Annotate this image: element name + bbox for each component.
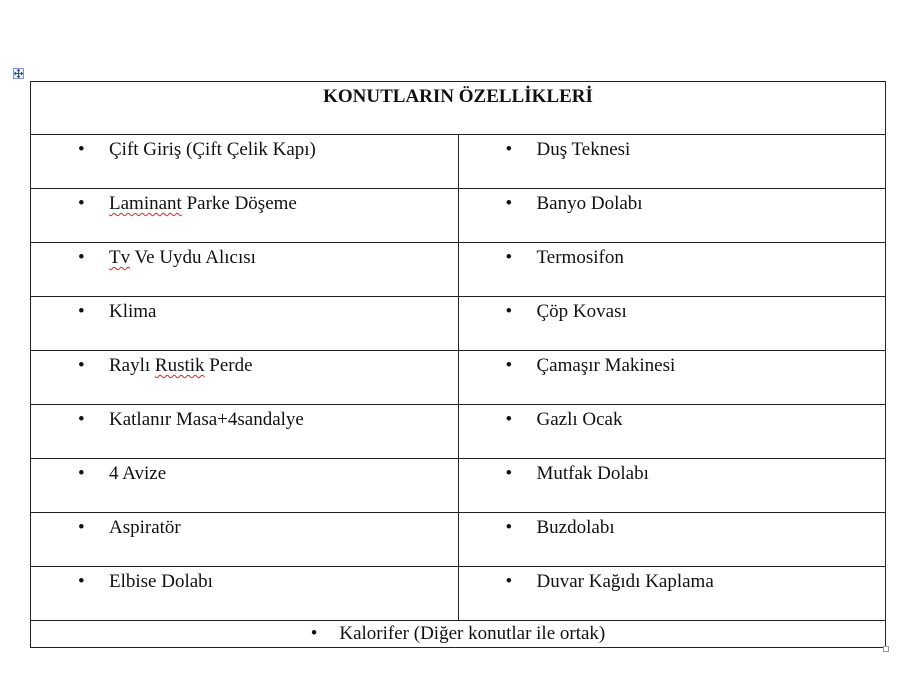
bullet-icon: • — [78, 517, 85, 538]
table-cell-right[interactable] — [458, 243, 886, 297]
table-resize-handle[interactable] — [883, 646, 889, 652]
bullet-icon: • — [78, 247, 85, 268]
features-table — [30, 81, 886, 648]
table-row — [31, 135, 886, 189]
bullet-icon: • — [78, 463, 85, 484]
table-cell-left[interactable] — [31, 459, 459, 513]
feature-label: Katlanır Masa+4sandalye — [109, 409, 304, 430]
table-cell-left[interactable] — [31, 135, 459, 189]
bullet-icon: • — [310, 623, 318, 644]
table-row — [31, 405, 886, 459]
feature-label: Aspiratör — [109, 517, 181, 538]
bullet-icon: • — [505, 571, 513, 592]
bullet-icon: • — [505, 301, 513, 322]
bullet-icon: • — [505, 463, 513, 484]
table-row — [31, 513, 886, 567]
table-cell-right[interactable] — [458, 513, 886, 567]
table-cell-right[interactable] — [458, 405, 886, 459]
table-cell-left[interactable] — [31, 189, 459, 243]
bullet-icon: • — [78, 301, 85, 322]
feature-label: Çift Giriş (Çift Çelik Kapı) — [109, 139, 316, 160]
spellcheck-flagged-word: Laminant — [109, 193, 182, 214]
title-row — [31, 82, 886, 135]
feature-label: Klima — [109, 301, 157, 322]
feature-label-suffix: Ve Uydu Alıcısı — [130, 247, 256, 268]
feature-label: Çamaşır Makinesi — [536, 355, 676, 376]
bullet-icon: • — [505, 409, 513, 430]
feature-label: Buzdolabı — [536, 517, 615, 538]
feature-label-suffix: Perde — [204, 355, 253, 376]
feature-label: Mutfak Dolabı — [536, 463, 649, 484]
feature-label: Çöp Kovası — [536, 301, 627, 322]
bullet-icon: • — [505, 247, 513, 268]
feature-label: Elbise Dolabı — [109, 571, 213, 592]
table-cell-left[interactable] — [31, 297, 459, 351]
footer-cell[interactable] — [31, 621, 886, 648]
footer-row — [31, 621, 886, 648]
feature-label: Termosifon — [536, 247, 624, 268]
table-title: KONUTLARIN ÖZELLİKLERİ — [323, 86, 593, 107]
table-cell-left[interactable] — [31, 513, 459, 567]
table-cell-right[interactable] — [458, 459, 886, 513]
bullet-icon: • — [78, 571, 85, 592]
table-row — [31, 567, 886, 621]
table-row — [31, 297, 886, 351]
feature-label: Banyo Dolabı — [536, 193, 643, 214]
table-cell-left[interactable] — [31, 243, 459, 297]
feature-label-prefix: Raylı — [109, 355, 155, 376]
spellcheck-flagged-word: Rustik — [154, 355, 205, 376]
table-row — [31, 189, 886, 243]
table-cell-left[interactable] — [31, 567, 459, 621]
feature-label: Duvar Kağıdı Kaplama — [536, 571, 714, 592]
table-row — [31, 351, 886, 405]
table-cell-right[interactable] — [458, 189, 886, 243]
bullet-icon: • — [78, 193, 85, 214]
footer-label: Kalorifer (Diğer konutlar ile ortak) — [339, 623, 606, 644]
table-cell-left[interactable] — [31, 351, 459, 405]
table-cell-right[interactable] — [458, 297, 886, 351]
feature-label: Gazlı Ocak — [536, 409, 623, 430]
feature-label-suffix: Parke Döşeme — [181, 193, 297, 214]
feature-label: Duş Teknesi — [536, 139, 631, 160]
table-cell-right[interactable] — [458, 135, 886, 189]
bullet-icon: • — [78, 355, 85, 376]
bullet-icon: • — [505, 139, 513, 160]
table-cell-right[interactable] — [458, 567, 886, 621]
table-cell-right[interactable] — [458, 351, 886, 405]
table-cell-left[interactable] — [31, 405, 459, 459]
bullet-icon: • — [505, 193, 513, 214]
table-move-handle[interactable] — [13, 68, 24, 79]
bullet-icon: • — [505, 355, 513, 376]
feature-label: 4 Avize — [109, 463, 167, 484]
bullet-icon: • — [78, 139, 85, 160]
bullet-icon: • — [78, 409, 85, 430]
move-arrows-icon — [14, 69, 23, 78]
table-row — [31, 243, 886, 297]
title-cell[interactable] — [31, 82, 886, 135]
spellcheck-flagged-word: Tv — [109, 247, 131, 268]
bullet-icon: • — [505, 517, 513, 538]
table-row — [31, 459, 886, 513]
